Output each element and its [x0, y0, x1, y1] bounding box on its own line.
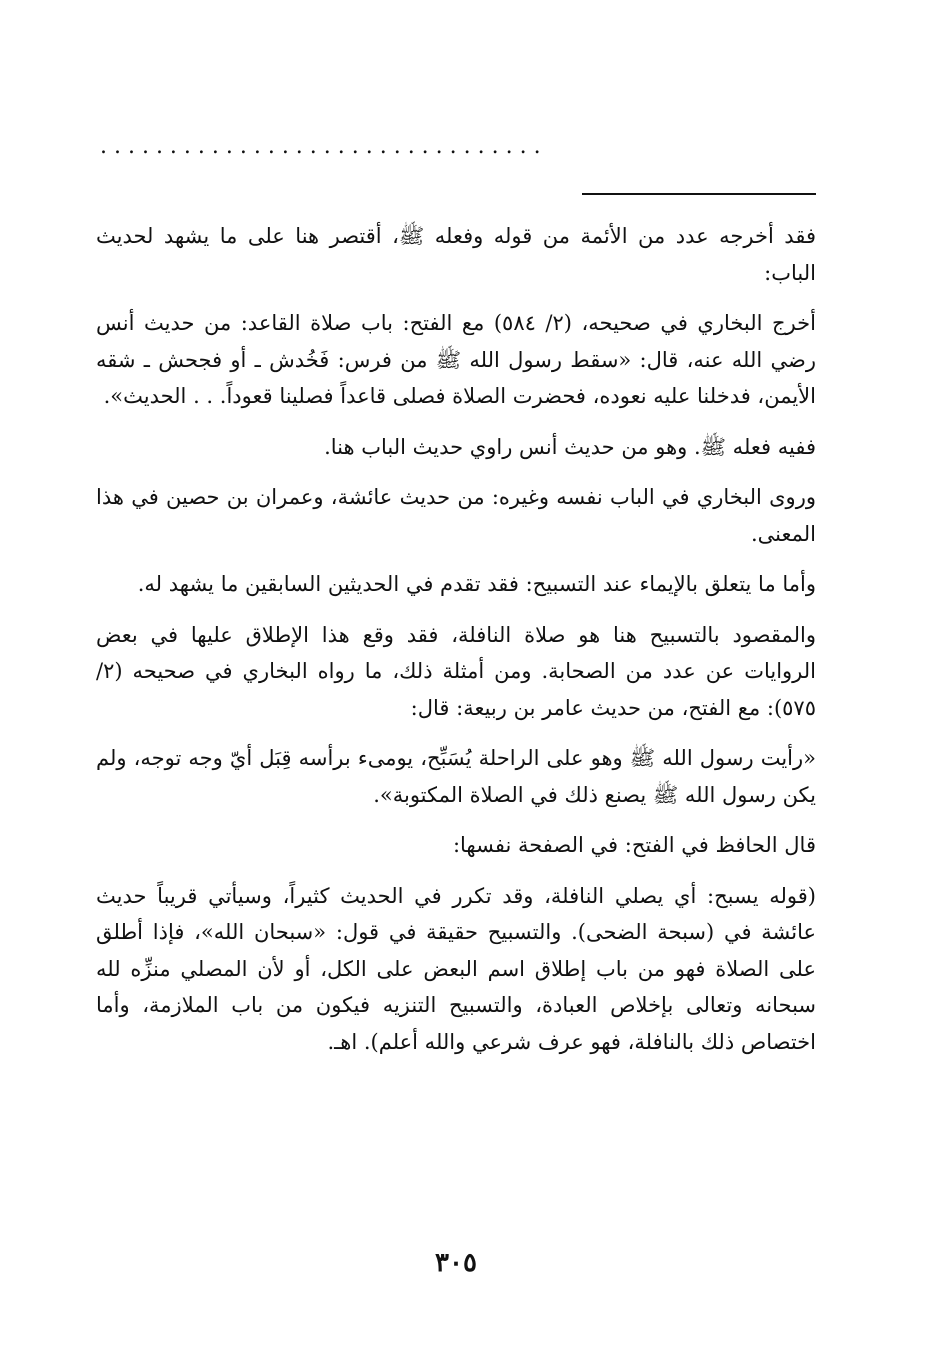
paragraph: قال الحافظ في الفتح: في الصفحة نفسها: — [452, 833, 816, 857]
main-text — [96, 218, 816, 1074]
paragraph: «رأيت رسول الله ﷺ وهو على الراحلة يُسَبِّح، يومىء برأسه قِبَل أيّ وجه توجه، ولم يكن رسول الله ﷺ يصنع ذلك في الصلاة المكتوبة». — [96, 746, 816, 807]
paragraph: وروى البخاري في الباب نفسه وغيره: من حديث عائشة، وعمران بن حصين في هذا المعنى. — [96, 485, 816, 546]
paragraph: أخرج البخاري في صحيحه، (٢/ ٥٨٤) مع الفتح: باب صلاة القاعد: من حديث أنس رضي الله عنه، قال: «سقط رسول الله ﷺ من فرس: فَخُدش ـ أو فجحش ـ شقه الأيمن، فدخلنا عليه نعوده، فحضرت الصلاة فصلى قاعداً فصلينا قعوداً. . . الحديث». — [96, 311, 816, 408]
paragraph: وأما ما يتعلق بالإيماء عند التسبيح: فقد تقدم في الحديثين السابقين ما يشهد له. — [137, 572, 816, 596]
paragraph: (قوله يسبح: أي يصلي النافلة، وقد تكرر في الحديث كثيراً، وسيأتي قريباً حديث عائشة في (سبحة الضحى). والتسبيح حقيقة في قول: «سبحان الله»، فإذا أطلق على الصلاة فهو من باب إطلاق اسم البعض على الكل، أو لأن المصلي منزِّه لله سبحانه وتعالى بإخلاص العبادة، والتسبيح التنزيه فيكون من باب الملازمة، وأما اختصاص ذلك بالنافلة، فهو عرف شرعي والله أعلم). اهـ. — [96, 883, 816, 1054]
separator-dots: . . . . . . . . . . . . . . . . . . . . . . . . . . . . . . . . — [100, 133, 541, 159]
footnote-rule — [582, 193, 816, 195]
page-number: ٣٠٥ — [435, 1248, 477, 1278]
paragraph: ففيه فعله ﷺ. وهو من حديث أنس راوي حديث الباب هنا. — [324, 434, 816, 459]
dotted-separator — [100, 133, 816, 159]
paragraph: فقد أخرجه عدد من الأئمة من قوله وفعله ﷺ، أقتصر هنا على ما يشهد لحديث الباب: — [96, 224, 816, 285]
paragraph: والمقصود بالتسبيح هنا هو صلاة النافلة، فقد وقع هذا الإطلاق عليها في بعض الروايات عن عدد من الصحابة. ومن أمثلة ذلك، ما رواه البخاري في صحيحه (٢/ ٥٧٥): مع الفتح، من حديث عامر بن ربيعة: قال: — [96, 622, 816, 720]
